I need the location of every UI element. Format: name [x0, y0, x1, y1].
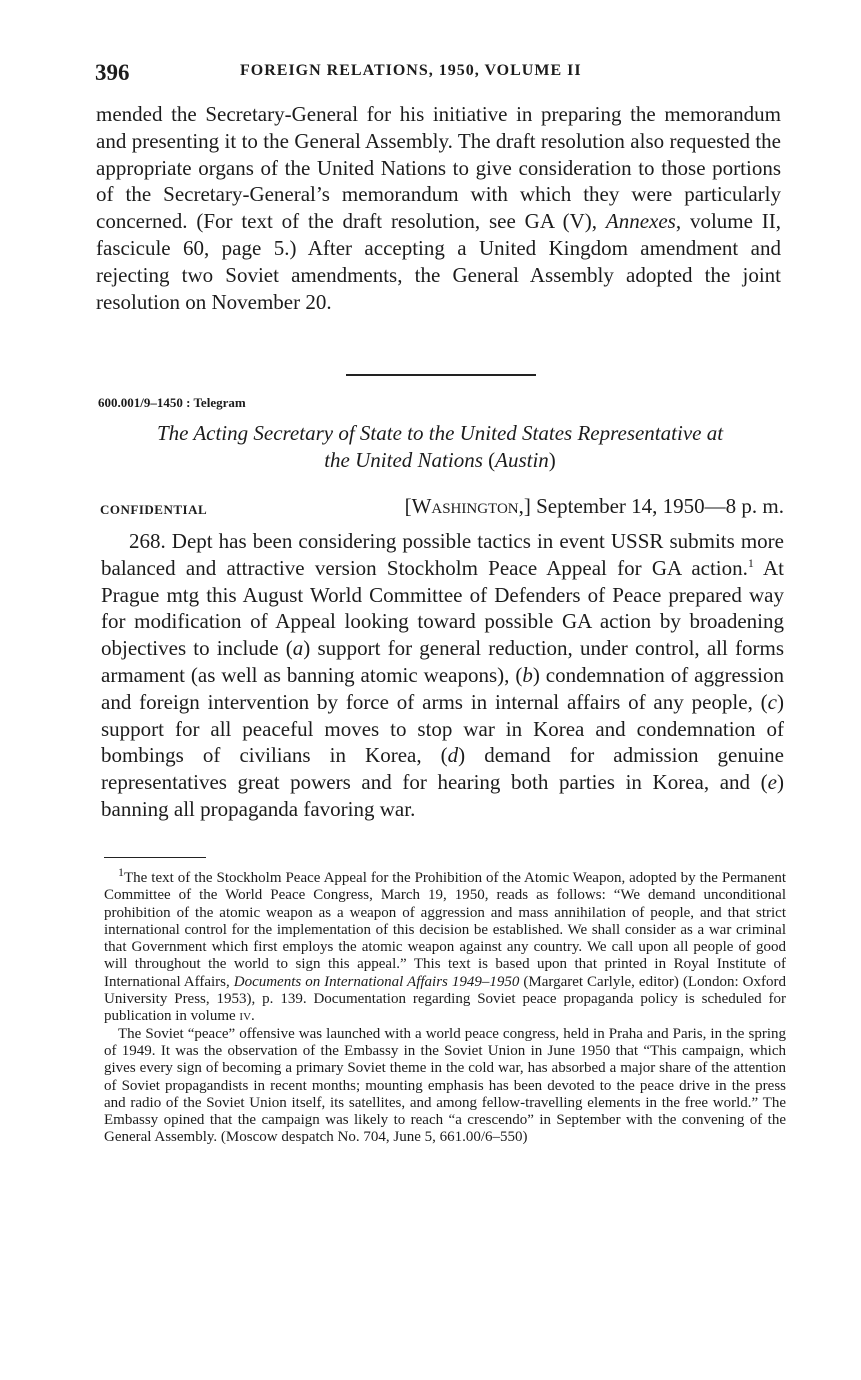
intro-paragraph: mended the Secretary-General for his initiative in preparing the memorandum and presenting it to the General Assembly. The draft resolution also requested the appropriate organs of the United Nations to give consideration to those portions of the Secretary-General’s memorandum with which they were particularly concerned. (For text of the draft resolution, see GA (V), Annexes, volume II, fascicule 60, page 5.) After accepting a United Kingdom amendment and rejecting two Soviet amendments, the General Assembly adopted the joint resolution on November 20.: [96, 102, 781, 314]
classification-label: CONFIDENTIAL: [100, 502, 208, 517]
page-number: 396: [95, 60, 130, 85]
footnote-reference: 1: [747, 555, 754, 570]
document-title: [96, 420, 784, 474]
dateline: [98, 494, 784, 522]
running-head: FOREIGN RELATIONS, 1950, VOLUME II: [240, 62, 582, 79]
place-and-date: [Washington,] September 14, 1950—8 p. m.: [404, 494, 784, 518]
footnote-mark: 1: [118, 865, 124, 879]
document-title-line-1: The Acting Secretary of State to the United States Representative at: [156, 421, 724, 445]
section-divider: [346, 374, 536, 376]
footnote-divider: [104, 857, 206, 858]
annexes-italic: Annexes: [605, 209, 676, 234]
footnote-1: $^1$The text of the Stockholm Peace Appeal for the Prohibition of the Atomic Weapon, adopted by the Permanent Committee of the World Peace Congress, March 19, 1950, reads as follows: “We demand unconditional prohibition of the atomic weapon as a weapon of aggression and mass annihilation of people, and that strict international control for the implementation of this decision be established. We shall consider as a war criminal that Government which first employs the atomic weapon against any country. We call upon all people of good will throughout the world to sign this appeal.” This text is based upon that printed in Royal Institute of International Affairs, Documents on International Affairs 1949–1950 (Margaret Carlyle, editor) (London: Oxford University Press, 1953), p. 139. Documentation regarding Soviet peace propaganda policy is scheduled for publication in volume iv.: [104, 865, 786, 1025]
footnotes: [104, 865, 786, 1147]
date: September 14, 1950—8 p. m.: [536, 494, 784, 518]
document-title-line-2: the United Nations (Austin): [324, 448, 556, 472]
place: Washington: [411, 494, 519, 518]
footnote-1-continued: The Soviet “peace” offensive was launched with a world peace congress, held in Praha and Paris, in the spring of 1949. It was the observation of the Embassy in the Soviet Union in June 1950 that “This campaign, which gives every sign of becoming a primary Soviet theme in the cold war, has absorbed a major share of the attention of Soviet propagandists in recent months; mounting emphasis has been devoted to the peace drive in the press and radio of the Soviet Union itself, its satellites, and among fellow-travelling elements in the free world.” The Embassy opined that the campaign was likely to reach “a crescendo” in September with the convening of the General Assembly. (Moscow despatch No. 704, June 5, 661.00/6–550): [104, 1025, 786, 1146]
file-reference: 600.001/9–1450 : Telegram: [98, 395, 246, 410]
telegram-body: 268. Dept has been considering possible tactics in event USSR submits more balanced and attractive version Stockholm Peace Appeal for GA action.$^1$ At Prague mtg this August World Committee of Defenders of Peace prepared way for modification of Appeal looking toward possible GA action by broadening objectives to include (a) support for general reduction, under control, all forms armament (as well as banning atomic weapons), (b) condemnation of aggression and foreign intervention by force of arms in internal affairs of any people, (c) support for all peaceful moves to stop war in Korea and condemnation of bombings of civilians in Korea, (d) demand for admission genuine representatives great powers and for hearing both parties in Korea, and (e) banning all propaganda favoring war.: [101, 529, 785, 821]
page-header: [95, 60, 783, 90]
